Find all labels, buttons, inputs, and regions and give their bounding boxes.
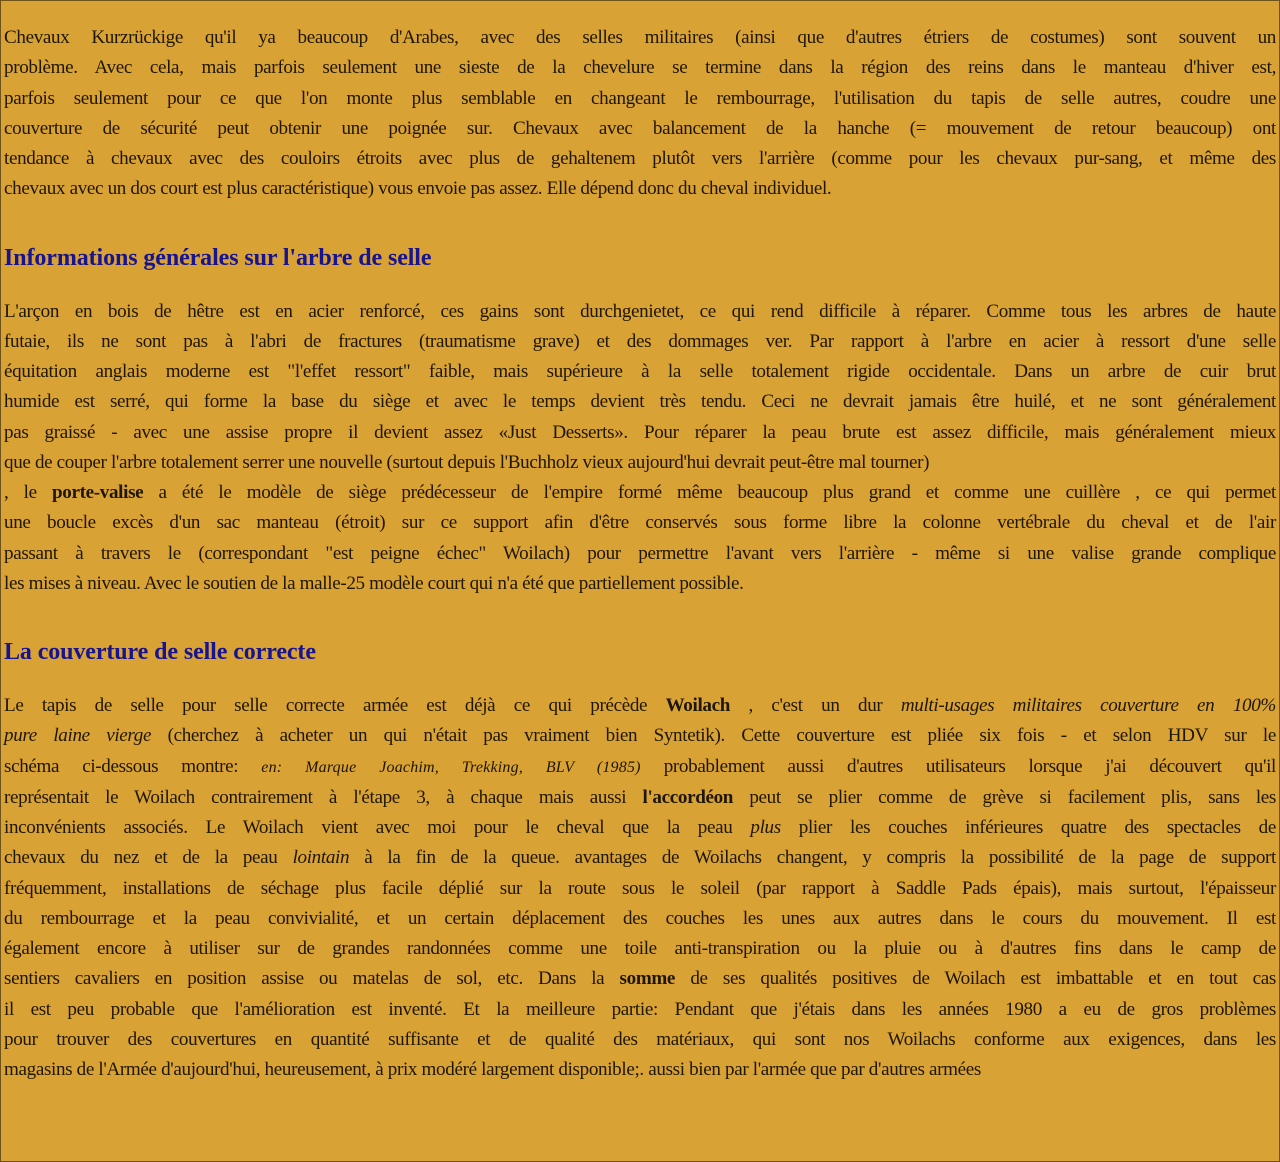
section-heading-saddle-tree: Informations générales sur l'arbre de selle [4, 244, 432, 271]
blanket-line-2 [4, 721, 1276, 751]
saddle-tree-line-3: équitation anglais moderne est "l'effet ressort" faible, mais supérieure à la selle totalement rigide occidentale. Dans un arbre de cuir brut [4, 361, 1276, 382]
saddle-tree-line-10: les mises à niveau. Avec le soutien de la malle-25 modèle court qui n'a été que partiellement possible. [4, 572, 744, 594]
intro-line-5: tendance à chevaux avec des couloirs étroits avec plus de gehaltenem plutôt vers l'arrière (comme pour les chevaux pur-sang, et même des [4, 148, 1276, 169]
blanket-text: chevaux du nez et de la peau [4, 847, 293, 869]
blanket-text: de ses qualités positives de Woilach est imbattable et en tout cas [675, 968, 1276, 990]
blanket-text: sentiers cavaliers en position assise ou matelas de sol, etc. Dans la [4, 968, 620, 990]
intro-paragraph [4, 23, 1276, 205]
somme-term: somme [619, 968, 676, 990]
saddle-tree-line-4: humide est serré, qui forme la base du siège et avec le temps devient très tendu. Ceci ne devrait jamais être huilé, et ne sont généralement [4, 391, 1276, 413]
blanket-line-10 [4, 964, 1276, 994]
saddle-tree-line-1: L'arçon en bois de hêtre est en acier renforcé, ces gains sont durchgenietet, ce qui rend difficile à réparer. Comme tous les arbres de haute [4, 300, 1276, 322]
section-heading-saddle-blanket: La couverture de selle correcte [4, 639, 316, 665]
saddle-tree-line-5: pas graissé - avec une assise propre il devient assez «Just Desserts». Pour réparer la peau brute est assez difficile, mais généralement mieux [4, 421, 1276, 443]
intro-line-4: couverture de sécurité peut obtenir une poignée sur. Chevaux avec balancement de la hanche (= mouvement de retour beaucoup) ont [4, 117, 1276, 139]
blanket-line-8: du rembourrage et la peau convivialité, et un certain déplacement des couches les unes aux autres dans le cours du mouvement. Il est [4, 907, 1276, 929]
blanket-italic-text: pure laine vierge [4, 725, 152, 747]
intro-line-6: chevaux avec un dos court est plus caractéristique) vous envoie pas assez. Elle dépend donc du cheval individuel. [4, 178, 832, 200]
intro-line-1: Chevaux Kurzrückige qu'il ya beaucoup d'Arabes, avec des selles militaires (ainsi que d'autres étriers de costumes) sont souvent un [4, 27, 1276, 48]
saddle-blanket-paragraph [4, 691, 1276, 1085]
section-gap [4, 599, 1276, 637]
accordion-term: l'accordéon [642, 786, 734, 808]
blanket-line-1 [4, 691, 1276, 721]
heading-gap [4, 667, 1276, 691]
woilach-term: Woilach [665, 695, 730, 716]
section-gap [4, 205, 1276, 243]
blanket-line-4 [4, 783, 1276, 813]
blanket-text: Le tapis de selle pour selle correcte armée est déjà ce qui précède [4, 695, 666, 716]
blanket-text: à la fin de la queue. avantages de Woilachs changent, y compris la possibilité de la page de support [349, 847, 1276, 869]
blanket-italic-text: plus [750, 817, 781, 838]
intro-line-2: problème. Avec cela, mais parfois seulement une sieste de la chevelure se termine dans la région des reins dans le manteau d'hiver est, [4, 57, 1276, 79]
blanket-text: représentait le Woilach contrairement à l'étape 3, à chaque mais aussi [4, 786, 643, 808]
saddle-tree-line-8: une boucle excès d'un sac manteau (étroit) sur ce support afin d'être conservés sous forme libre la colonne vertébrale du cheval et de l'air [4, 512, 1276, 534]
blanket-line-6 [4, 843, 1276, 873]
blanket-text: , c'est un dur [730, 695, 901, 716]
blanket-text: (cherchez à acheter un qui n'était pas vraiment bien Syntetik). Cette couverture est pliée six fois - et selon HDV sur le [151, 725, 1276, 747]
intro-line-3: parfois seulement pour ce que l'on monte plus semblable en changeant le rembourrage, l'utilisation du tapis de selle autres, coudre une [4, 87, 1276, 109]
blanket-reference-italic: en: Marque Joachim, Trekking, BLV (1985) [261, 758, 641, 776]
saddle-tree-paragraph [4, 297, 1276, 600]
blanket-italic-text: lointain [292, 847, 350, 869]
heading-gap [4, 273, 1276, 297]
blanket-line-12: pour trouver des couvertures en quantité suffisante et de qualité des matériaux, qui sont nos Woilachs conforme aux exigences, dans les [4, 1028, 1276, 1050]
blanket-text: peut se plier comme de grève si facilement plis, sans les [733, 786, 1277, 808]
blanket-line-7: fréquemment, installations de séchage plus facile déplié sur la route sous le soleil (par rapport à Saddle Pads épais), mais surtout, l'épaisseur [4, 877, 1276, 899]
blanket-line-5 [4, 813, 1276, 843]
blanket-line-9: également encore à utiliser sur de grandes randonnées comme une toile anti-transpiration ou la pluie ou à d'autres fins dans le camp de [4, 938, 1276, 959]
blanket-italic-text: multi-usages militaires couverture en 100% [900, 695, 1276, 716]
blanket-line-3 [4, 752, 1276, 783]
blanket-text: inconvénients associés. Le Woilach vient avec moi pour le cheval que la peau [4, 817, 751, 838]
blanket-text: probablement aussi d'autres utilisateurs lorsque j'ai découvert qu'il [640, 755, 1276, 777]
line7-prefix: , le [4, 482, 53, 503]
saddle-tree-line-9: passant à travers le (correspondant "est peigne échec" Woilach) pour permettre l'avant vers l'arrière - même si une valise grande complique [4, 542, 1276, 564]
porte-valise-term: porte-valise [52, 482, 144, 503]
blanket-text: plier les couches inférieures quatre des spectacles de [780, 817, 1277, 838]
saddle-tree-line-6: que de couper l'arbre totalement serrer une nouvelle (surtout depuis l'Buchholz vieux aujourd'hui devrait peut-être mal tourner) [4, 451, 930, 473]
saddle-tree-line-2: futaie, ils ne sont pas à l'abri de fractures (traumatisme grave) et des dommages ver. Par rapport à l'arbre en acier à ressort d'une selle [4, 330, 1276, 352]
blanket-line-11: il est peu probable que l'amélioration est inventé. Et la meilleure partie: Pendant que j'étais dans les années 1980 a eu de gros problèmes [4, 998, 1276, 1020]
blanket-line-13: magasins de l'Armée d'aujourd'hui, heureusement, à prix modéré largement disponible;. aussi bien par l'armée que par d'autres armées [4, 1059, 981, 1080]
blanket-text: schéma ci-dessous montre: [4, 755, 262, 777]
saddle-tree-line-7 [4, 478, 1276, 508]
line7-suffix: a été le modèle de siège prédécesseur de l'empire formé même beaucoup plus grand et comme une cuillère , ce qui permet [143, 482, 1276, 503]
